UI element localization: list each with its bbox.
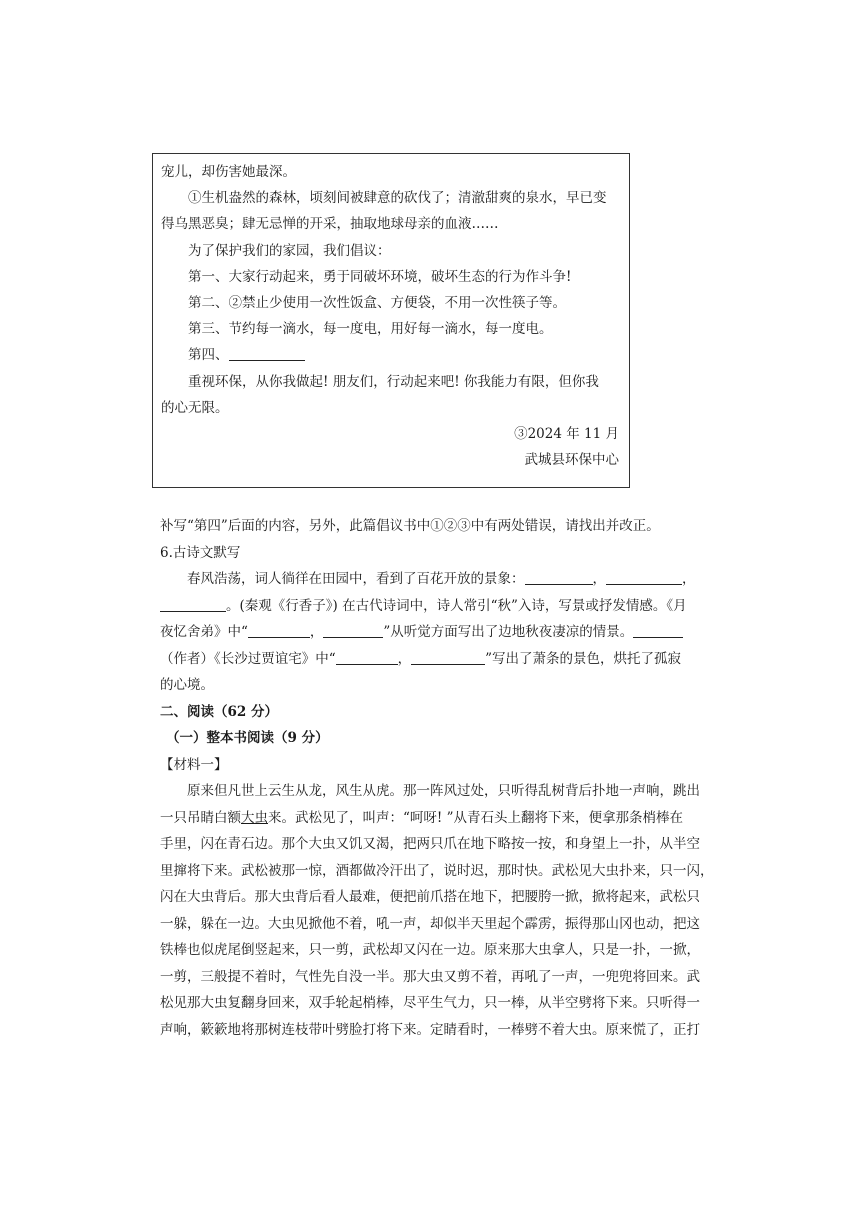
question-body [160, 513, 714, 1043]
letter-line: 第三、节约每一滴水，每一度电，用好每一滴水，每一度电。 [188, 321, 553, 338]
letter-organization: 武城县环保中心 [524, 452, 619, 469]
passage-line: 闪在大虫背后。那大虫背后看人最难，便把前爪搭在地下，把腰胯一掀，掀将起来，武松只 [160, 889, 700, 905]
letter-line: ①生机盎然的森林，顷刻间被肆意的砍伐了；清澈甜爽的泉水，早已变 [188, 190, 607, 207]
poem-question-line: 的心境。 [160, 677, 214, 693]
passage-line: 声响，簌簌地将那树连枝带叶劈脸打将下来。定睛看时，一棒劈不着大虫。原来慌了，正打 [160, 1021, 700, 1038]
fill-blank[interactable] [633, 624, 683, 639]
letter-line: 的心无限。 [161, 399, 229, 416]
letter-line-fourth [161, 342, 619, 368]
underlined-term: 大虫 [241, 809, 268, 826]
letter-line: 得乌黑恶臭；肆无忌惮的开采，抽取地球母亲的血液…… [161, 216, 499, 233]
fill-blank[interactable] [411, 650, 485, 665]
passage-line: 铁棒也似虎尾倒竖起来，只一剪，武松却又闪在一边。原来那大虫拿人，只是一扑，一掀， [160, 942, 700, 958]
poem-question-line: 夜忆舍弟》中“ ， ”从听觉方面写出了边地秋夜凄凉的情景。 [160, 619, 690, 646]
fill-blank[interactable] [248, 624, 310, 639]
letter-line: 宠儿，却伤害她最深。 [161, 164, 296, 180]
passage-line: 一只吊睛白额大虫来。武松见了，叫声：“呵呀! ”从青石头上翻将下来，便拿那条梢棒在 [160, 809, 684, 826]
letter-line: 为了保护我们的家园，我们倡议： [188, 242, 391, 259]
passage-line: 一躲，躲在一边。大虫见掀他不着，吼一声，却似半天里起个霹雳，振得那山冈也动，把这 [160, 915, 700, 932]
question-6-title: 6.古诗文默写 [160, 544, 241, 561]
instruction-text: 补写“第四”后面的内容，另外，此篇倡议书中①②③中有两处错误，请找出并改正。 [160, 518, 660, 534]
poem-question-line: 。(秦观《行香子》) 在古代诗词中，诗人常引“秋”入诗，写景或抒发情感。《月 [160, 593, 690, 620]
letter-date: ③2024 年 11 月 [514, 426, 619, 443]
fill-blank[interactable] [525, 571, 593, 586]
fill-blank[interactable] [336, 650, 398, 665]
fill-blank[interactable] [229, 347, 305, 362]
fourth-label: 第四、 [188, 347, 229, 364]
passage-line: 里撺将下来。武松被那一惊，酒都做冷汗出了，说时迟，那时快。武松见大虫扑来，只一闪， [160, 862, 714, 879]
passage-line: 原来但凡世上云生从龙，风生从虎。那一阵风过处，只听得乱树背后扑地一声响，跳出 [187, 783, 700, 799]
fill-blank[interactable] [323, 624, 383, 639]
passage-line: 一剪，三般提不着时，气性先自没一半。那大虫又剪不着，再吼了一声，一兜兜将回来。武 [160, 968, 700, 985]
proposal-letter-box [152, 153, 630, 488]
subsection-heading: （一）整本书阅读（9 分） [166, 730, 329, 746]
fill-blank[interactable] [160, 597, 226, 612]
letter-line: 第二、②禁止少使用一次性饭盒、方便袋，不用一次性筷子等。 [188, 295, 566, 312]
section-heading: 二、阅读（62 分） [160, 703, 278, 720]
letter-line: 第一、大家行动起来，勇于同破坏环境，破坏生态的行为作斗争! [188, 268, 572, 285]
passage-line: 手里，闪在青石边。那个大虫又饥又渴，把两只爪在地下略按一按，和身望上一扑，从半空 [160, 836, 700, 852]
fill-blank[interactable] [606, 571, 682, 586]
material-label: 【材料一】 [160, 756, 228, 773]
poem-question-line: 春风浩荡，词人徜徉在田园中，看到了百花开放的景象： ， ， [187, 571, 696, 587]
passage-line: 松见那大虫复翻身回来，双手轮起梢棒，尽平生气力，只一棒，从半空劈将下来。只听得一 [160, 995, 700, 1011]
poem-question-line: （作者）《长沙过贾谊宅》中“ ， ”写出了萧条的景色，烘托了孤寂 [160, 650, 682, 667]
letter-line: 重视环保，从你我做起! 朋友们，行动起来吧! 你我能力有限，但你我 [188, 373, 599, 390]
